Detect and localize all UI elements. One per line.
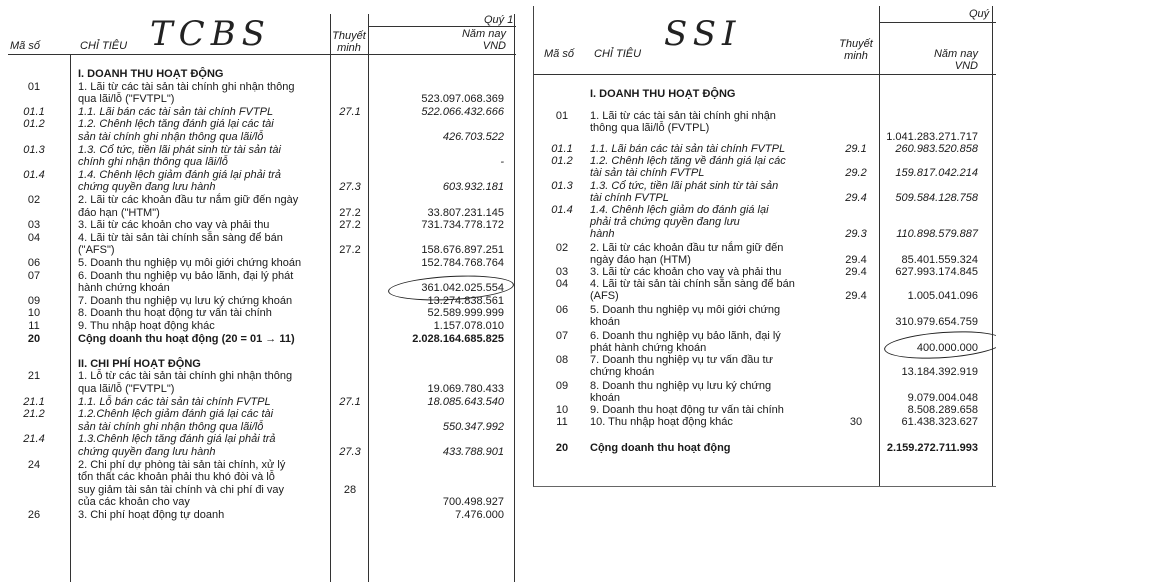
row-note: 29.4 <box>845 290 867 302</box>
row-amount: - <box>500 156 504 169</box>
row-item: suy giảm tài sản tài chính và chi phí đi vay <box>78 483 285 496</box>
row-item: 6. Doanh thu nghiệp vụ bảo lãnh, đại lý <box>590 330 781 342</box>
row-amount: 1.157.078.010 <box>433 320 504 332</box>
header-divider <box>8 54 516 55</box>
row-item: 2. Chi phí dự phòng tài sản tài chính, xử lý <box>78 458 286 471</box>
row-amount: 8.508.289.658 <box>907 404 978 416</box>
col-note-header: Thuyết minh <box>839 38 873 62</box>
row-item: đáo hạn ("HTM") <box>78 206 160 219</box>
row-item: của các khoản cho vay <box>78 496 190 509</box>
row-item: 7. Doanh thu nghiệp vụ tư vấn đầu tư <box>590 354 773 366</box>
row-item: ngày đáo hạn (HTM) <box>590 254 691 266</box>
tcbs-statement-panel <box>0 0 520 582</box>
row-item: qua lãi/lỗ ("FVTPL") <box>78 383 175 395</box>
row-item: 1.3.Chênh lệch tăng đánh giá lại phải trả <box>78 433 276 446</box>
row-code: 01.2 <box>23 118 45 131</box>
row-amount: 550.347.992 <box>442 420 504 433</box>
row-note: 29.2 <box>845 167 867 179</box>
row-item: 4. Lãi từ tài sản tài chính sẵn sàng để bán <box>78 231 283 244</box>
row-item: 9. Doanh thu hoạt động tư vấn tài chính <box>590 404 784 416</box>
handwritten-label-tcbs: TCBS <box>150 14 271 54</box>
row-amount: 433.788.901 <box>442 446 504 458</box>
row-amount: 310.979.654.759 <box>895 316 978 328</box>
col-note-header: Thuyết minh <box>332 30 366 54</box>
row-item: 1.3. Cổ tức, tiền lãi phát sinh từ tài sản <box>590 180 779 192</box>
row-amount: 52.589.999.999 <box>427 307 504 320</box>
row-item: 1. Lãi từ các tài sản tài chính ghi nhận thông <box>78 80 295 93</box>
ssi-statement-panel <box>533 6 996 487</box>
row-item: 1.1. Lãi bán các tài sản tài chính FVTPL <box>590 143 786 155</box>
row-item: 1. Lỗ từ các tài sản tài chính ghi nhận thông <box>78 370 293 383</box>
handwritten-label-ssi: SSI <box>664 14 742 54</box>
row-code: 06 <box>555 304 569 316</box>
row-item: 1.2. Chênh lệch tăng về đánh giá lại các <box>590 155 786 167</box>
row-item: 3. Chi phí hoạt động tự doanh <box>78 509 225 521</box>
row-item: 10. Thu nhập hoạt động khác <box>590 416 733 428</box>
row-item: chính ghi nhận thông qua lãi/lỗ <box>78 156 228 169</box>
row-amount: 1.005.041.096 <box>907 290 978 302</box>
row-code: 11 <box>556 416 568 428</box>
row-note: 28 <box>343 483 357 496</box>
row-note: 27.2 <box>339 244 361 257</box>
row-code: 02 <box>555 242 569 254</box>
row-item: chứng khoán <box>590 366 655 378</box>
row-note: 29.4 <box>845 266 867 278</box>
row-amount: 61.438.323.627 <box>901 416 978 428</box>
row-note: 27.1 <box>339 395 361 408</box>
row-amount: 361.042.025.554 <box>421 282 504 295</box>
row-note: 29.1 <box>845 143 867 155</box>
row-item: II. CHI PHÍ HOẠT ĐỘNG <box>78 357 201 370</box>
row-code: 01.1 <box>23 105 45 118</box>
row-note: 29.3 <box>845 228 867 240</box>
row-item: 2. Lãi từ các khoản đầu tư nắm giữ đến ngày <box>78 194 299 206</box>
col-divider <box>330 14 331 582</box>
row-note: 27.2 <box>339 219 361 232</box>
row-item: khoán <box>590 316 620 328</box>
row-item: phải trả chứng quyền đang lưu <box>590 216 740 228</box>
row-note: 27.2 <box>339 206 361 219</box>
period-header: Quý 1 <box>484 14 514 26</box>
row-item: Cộng doanh thu hoạt động <box>590 442 731 454</box>
row-item: 1.4. Chênh lệch giảm do đánh giá lại <box>590 204 769 216</box>
row-code: 01.4 <box>23 168 45 181</box>
row-amount: 9.079.004.048 <box>907 392 978 404</box>
row-item: 7. Doanh thu nghiệp vụ lưu ký chứng khoán <box>78 294 293 307</box>
row-item: I. DOANH THU HOẠT ĐỘNG <box>78 68 224 80</box>
row-item: 5. Doanh thu nghiệp vụ môi giới chứng <box>590 304 781 316</box>
col-code-header: Mã số <box>544 48 574 60</box>
row-item: 1.2. Chênh lệch tăng đánh giá lại các tài <box>78 118 274 131</box>
row-amount: 509.584.128.758 <box>895 192 978 204</box>
row-code: 26 <box>27 509 41 521</box>
row-code: 01 <box>555 110 569 122</box>
row-amount: 700.498.927 <box>442 496 504 509</box>
row-code: 10 <box>555 404 569 416</box>
row-item: chứng quyền đang lưu hành <box>78 446 216 458</box>
row-code: 02 <box>27 194 41 206</box>
row-item: hành <box>590 228 615 240</box>
row-item: 1.1. Lãi bán các tài sản tài chính FVTPL <box>78 105 274 118</box>
row-code: 07 <box>555 330 569 342</box>
col-amount-header: Năm nay VND <box>461 28 506 52</box>
row-item: 1.1. Lỗ bán các tài sản tài chính FVTPL <box>78 395 271 408</box>
row-item: 4. Lãi từ tài sản tài chính sẵn sàng để bán <box>590 278 795 290</box>
row-item: 1. Lãi từ các tài sản tài chính ghi nhận <box>590 110 776 122</box>
row-code: 01.2 <box>551 155 573 167</box>
row-code: 11 <box>28 320 40 332</box>
row-note: 29.4 <box>845 254 867 266</box>
row-item: 1.3. Cổ tức, tiền lãi phát sinh từ tài sản tài <box>78 143 281 156</box>
row-item: tài sản tài chính FVTPL <box>590 167 705 179</box>
row-amount: 603.932.181 <box>442 181 504 194</box>
row-code: 03 <box>27 219 41 232</box>
row-amount: 13.184.392.919 <box>901 366 978 378</box>
row-code: 09 <box>555 380 569 392</box>
row-code: 10 <box>27 307 41 320</box>
row-item: chứng quyền đang lưu hành <box>78 181 216 194</box>
row-code: 03 <box>555 266 569 278</box>
row-item: thông qua lãi/lỗ (FVTPL) <box>590 122 710 134</box>
row-amount: 159.817.042.214 <box>895 167 978 179</box>
row-item: phát hành chứng khoán <box>590 342 707 354</box>
col-code-header: Mã số <box>10 40 40 52</box>
row-item: 1.4. Chênh lệch giảm đánh giá lại phải trả <box>78 168 282 181</box>
header-divider <box>534 74 996 75</box>
row-amount: 85.401.559.324 <box>901 254 978 266</box>
row-amount: 260.983.520.858 <box>895 143 978 155</box>
row-code: 01.3 <box>551 180 573 192</box>
hand-drawn-circle <box>883 328 996 362</box>
row-item: 8. Doanh thu nghiệp vụ lưu ký chứng <box>590 380 772 392</box>
row-amount: 1.041.283.271.717 <box>886 131 978 143</box>
row-code: 09 <box>27 294 41 307</box>
row-code: 21 <box>27 370 41 383</box>
header-rule <box>368 26 516 27</box>
row-amount: 2.159.272.711.993 <box>886 442 978 454</box>
col-amount-header: Năm nay VND <box>933 48 978 72</box>
row-item: (AFS) <box>590 290 619 302</box>
row-code: 04 <box>555 278 569 290</box>
row-item: khoán <box>590 392 620 404</box>
row-amount: 627.993.174.845 <box>895 266 978 278</box>
row-item: Cộng doanh thu hoạt động (20 = 01 → 11) <box>78 332 295 345</box>
row-code: 01.4 <box>551 204 573 216</box>
row-amount: 110.898.579.887 <box>896 228 978 240</box>
row-item: qua lãi/lỗ ("FVTPL") <box>78 93 175 106</box>
row-amount: 523.097.068.369 <box>421 93 504 106</box>
row-code: 21.2 <box>23 408 45 421</box>
col-divider <box>70 54 71 582</box>
col-item-header: CHỈ TIÊU <box>80 40 128 52</box>
row-item: sản tài chính ghi nhận thông qua lãi/lỗ <box>78 131 264 143</box>
row-item: 2. Lãi từ các khoản đầu tư nắm giữ đến <box>590 242 784 254</box>
row-item: ("AFS") <box>78 244 115 257</box>
row-code: 21.1 <box>23 395 45 408</box>
row-item: 3. Lãi từ các khoản cho vay và phải thu <box>78 219 270 232</box>
row-amount: 731.734.778.172 <box>421 219 504 232</box>
row-code: 08 <box>555 354 569 366</box>
col-divider <box>368 14 369 582</box>
col-item-header: CHỈ TIÊU <box>594 48 642 60</box>
row-code: 01 <box>27 80 41 93</box>
col-divider <box>992 6 993 486</box>
row-note: 29.4 <box>845 192 867 204</box>
row-item: tổn thất các khoản phải thu khó đòi và lỗ <box>78 471 275 484</box>
row-code: 24 <box>27 458 41 471</box>
row-item: hành chứng khoán <box>78 282 170 295</box>
row-note: 27.3 <box>339 181 361 194</box>
row-item: 8. Doanh thu hoạt động tư vấn tài chính <box>78 307 272 320</box>
row-amount: 426.703.522 <box>442 131 504 143</box>
row-code: 04 <box>27 231 41 244</box>
row-code: 20 <box>555 442 569 454</box>
row-item: I. DOANH THU HOẠT ĐỘNG <box>590 88 736 100</box>
row-code: 21.4 <box>23 433 45 446</box>
row-item: sản tài chính ghi nhận thông qua lãi/lỗ <box>78 420 264 433</box>
row-amount: 18.085.643.540 <box>427 395 504 408</box>
row-amount: 13.274.838.561 <box>427 294 504 307</box>
row-code: 01.1 <box>551 143 573 155</box>
row-note: 27.3 <box>339 446 361 458</box>
row-item: 5. Doanh thu nghiệp vụ môi giới chứng khoán <box>78 257 302 269</box>
row-amount: 33.807.231.145 <box>427 206 504 219</box>
row-item: 6. Doanh thu nghiệp vụ bảo lãnh, đại lý phát <box>78 269 294 282</box>
row-note: 30 <box>849 416 863 428</box>
header-rule <box>879 22 996 23</box>
row-amount: 7.476.000 <box>455 509 504 521</box>
period-header: Quý <box>969 8 990 20</box>
row-item: 1.2.Chênh lệch giảm đánh giá lại các tài <box>78 408 274 421</box>
row-amount: 19.069.780.433 <box>427 383 504 395</box>
row-amount: 400.000.000 <box>916 342 978 354</box>
row-amount: 2.028.164.685.825 <box>412 332 504 345</box>
row-code: 01.3 <box>23 143 45 156</box>
col-divider <box>514 14 515 582</box>
row-item: 3. Lãi từ các khoản cho vay và phải thu <box>590 266 782 278</box>
row-item: 9. Thu nhập hoạt động khác <box>78 320 215 332</box>
row-amount: 522.066.432.666 <box>421 105 504 118</box>
row-item: tài chính FVTPL <box>590 192 669 204</box>
row-amount: 158.676.897.251 <box>421 244 504 257</box>
row-code: 20 <box>27 332 41 345</box>
row-note: 27.1 <box>339 105 361 118</box>
row-amount: 152.784.768.764 <box>421 257 504 269</box>
row-code: 07 <box>27 269 41 282</box>
row-code: 06 <box>27 257 41 269</box>
